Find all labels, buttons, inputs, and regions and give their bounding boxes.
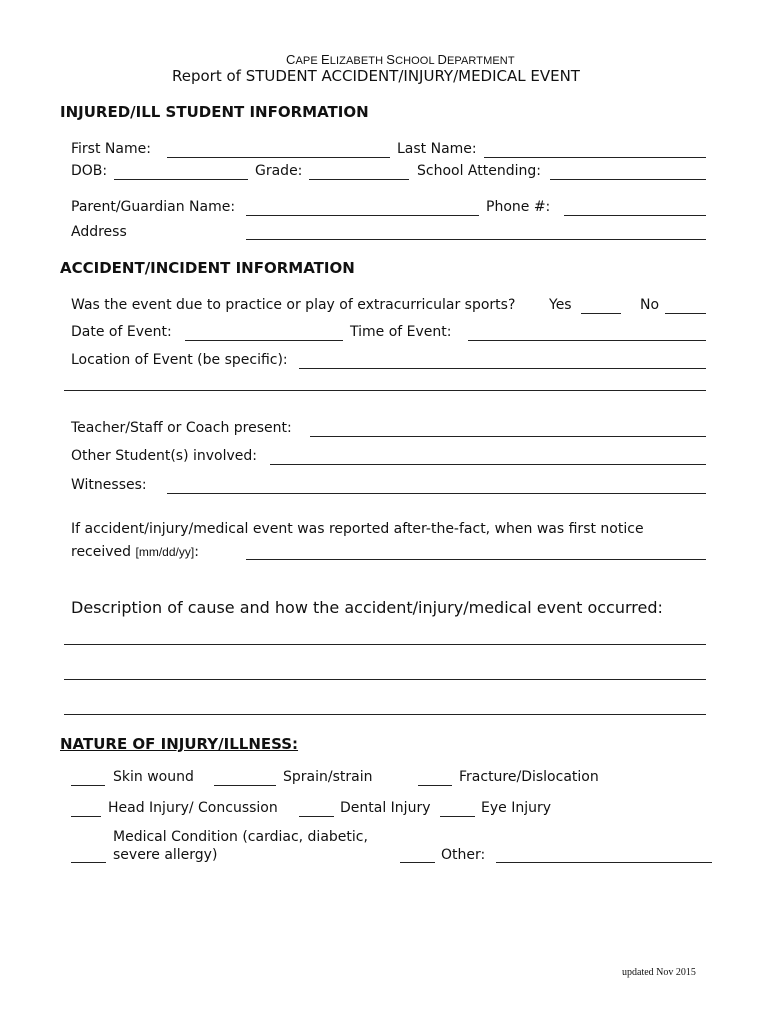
description-line-1 bbox=[64, 644, 706, 645]
medical-condition-label: Medical Condition (cardiac, diabetic, bbox=[113, 829, 368, 845]
last-name-line bbox=[484, 157, 706, 158]
grade-line bbox=[309, 179, 409, 180]
sports-no-field[interactable] bbox=[665, 295, 706, 313]
first-name-field[interactable] bbox=[167, 139, 390, 157]
staff-label: Teacher/Staff or Coach present: bbox=[71, 420, 292, 436]
parent-label: Parent/Guardian Name: bbox=[71, 199, 236, 215]
other-label: Other: bbox=[441, 847, 486, 863]
sprain-label: Sprain/strain bbox=[283, 769, 373, 785]
dental-check[interactable] bbox=[299, 798, 334, 816]
after-fact-text: If accident/injury/medical event was reported after-the-fact, when was first notice bbox=[71, 521, 644, 537]
phone-line bbox=[564, 215, 706, 216]
eye-label: Eye Injury bbox=[481, 800, 551, 816]
location-field-2[interactable] bbox=[64, 371, 706, 389]
other-students-label: Other Student(s) involved: bbox=[71, 448, 257, 464]
sprain-line bbox=[214, 785, 276, 786]
head-injury-line bbox=[71, 816, 101, 817]
location-line-2 bbox=[64, 390, 706, 391]
dob-line bbox=[114, 179, 248, 180]
medical-condition-label-2: severe allergy) bbox=[113, 847, 218, 863]
fracture-label: Fracture/Dislocation bbox=[459, 769, 599, 785]
sports-no-label: No bbox=[640, 297, 660, 313]
school-line bbox=[550, 179, 706, 180]
description-field-2[interactable] bbox=[64, 660, 706, 678]
time-line bbox=[468, 340, 706, 341]
sprain-check[interactable] bbox=[214, 767, 276, 785]
address-line bbox=[246, 239, 706, 240]
accident-section-heading: ACCIDENT/INCIDENT INFORMATION bbox=[60, 259, 355, 277]
location-line bbox=[299, 368, 706, 369]
other-line bbox=[496, 862, 712, 863]
witnesses-label: Witnesses: bbox=[71, 477, 147, 493]
first-name-line bbox=[167, 157, 390, 158]
time-label: Time of Event: bbox=[350, 324, 452, 340]
sports-no-line bbox=[665, 313, 706, 314]
phone-label: Phone #: bbox=[486, 199, 551, 215]
description-field-1[interactable] bbox=[64, 625, 706, 643]
address-field[interactable] bbox=[246, 220, 706, 238]
sports-yes-line bbox=[581, 313, 621, 314]
grade-label: Grade: bbox=[255, 163, 303, 179]
form-title: Report of STUDENT ACCIDENT/INJURY/MEDICAL EVENT bbox=[172, 67, 580, 85]
other-students-line bbox=[270, 464, 706, 465]
school-field[interactable] bbox=[550, 161, 706, 179]
medical-condition-line bbox=[71, 862, 106, 863]
witnesses-line bbox=[167, 493, 706, 494]
sports-yes-label: Yes bbox=[549, 297, 572, 313]
other-students-field[interactable] bbox=[270, 446, 706, 464]
witnesses-field[interactable] bbox=[167, 475, 706, 493]
description-label: Description of cause and how the accident/injury/medical event occurred: bbox=[71, 598, 663, 617]
address-label: Address bbox=[71, 224, 127, 240]
location-field[interactable] bbox=[299, 350, 706, 368]
dental-line bbox=[299, 816, 334, 817]
date-line bbox=[185, 340, 343, 341]
sports-question: Was the event due to practice or play of extracurricular sports? bbox=[71, 297, 516, 313]
first-name-label: First Name: bbox=[71, 141, 151, 157]
student-section-heading: INJURED/ILL STUDENT INFORMATION bbox=[60, 103, 369, 121]
time-field[interactable] bbox=[468, 322, 706, 340]
description-line-2 bbox=[64, 679, 706, 680]
medical-condition-check[interactable] bbox=[71, 844, 106, 862]
fracture-check[interactable] bbox=[418, 767, 452, 785]
dob-label: DOB: bbox=[71, 163, 108, 179]
parent-field[interactable] bbox=[246, 197, 479, 215]
eye-check[interactable] bbox=[440, 798, 475, 816]
description-line-3 bbox=[64, 714, 706, 715]
last-name-label: Last Name: bbox=[397, 141, 477, 157]
dob-field[interactable] bbox=[114, 161, 248, 179]
notice-date-line bbox=[246, 559, 706, 560]
last-name-field[interactable] bbox=[484, 139, 706, 157]
head-injury-check[interactable] bbox=[71, 798, 101, 816]
dental-label: Dental Injury bbox=[340, 800, 431, 816]
fracture-line bbox=[418, 785, 452, 786]
updated-note: updated Nov 2015 bbox=[622, 967, 696, 978]
parent-line bbox=[246, 215, 479, 216]
nature-section-heading: NATURE OF INJURY/ILLNESS: bbox=[60, 735, 299, 753]
eye-line bbox=[440, 816, 475, 817]
description-field-3[interactable] bbox=[64, 695, 706, 713]
after-fact-received: received [mm/dd/yy]: bbox=[71, 544, 199, 560]
location-label: Location of Event (be specific): bbox=[71, 352, 288, 368]
sports-yes-field[interactable] bbox=[581, 295, 621, 313]
date-label: Date of Event: bbox=[71, 324, 172, 340]
staff-field[interactable] bbox=[310, 418, 706, 436]
head-injury-label: Head Injury/ Concussion bbox=[108, 800, 278, 816]
skin-wound-label: Skin wound bbox=[113, 769, 194, 785]
phone-field[interactable] bbox=[564, 197, 706, 215]
school-label: School Attending: bbox=[417, 163, 541, 179]
other-check[interactable] bbox=[400, 844, 435, 862]
grade-field[interactable] bbox=[309, 161, 409, 179]
other-check-line bbox=[400, 862, 435, 863]
skin-wound-check[interactable] bbox=[71, 767, 105, 785]
department-name: CAPE ELIZABETH SCHOOL DEPARTMENT bbox=[286, 52, 515, 67]
date-field[interactable] bbox=[185, 322, 343, 340]
other-field[interactable] bbox=[496, 844, 712, 862]
skin-wound-line bbox=[71, 785, 105, 786]
staff-line bbox=[310, 436, 706, 437]
notice-date-field[interactable] bbox=[246, 541, 706, 559]
